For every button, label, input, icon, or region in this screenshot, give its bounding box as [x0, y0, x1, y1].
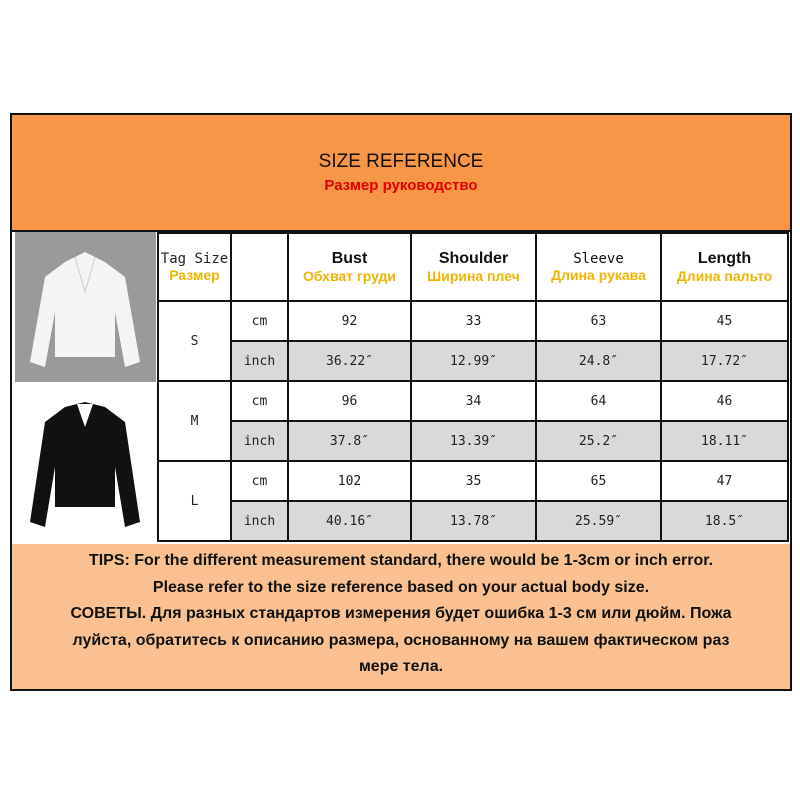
value-cm: 102 — [288, 461, 411, 501]
value-cm: 64 — [536, 381, 661, 421]
size-cell: L — [158, 461, 231, 541]
value-inch: 36.22″ — [288, 341, 411, 381]
col-sleeve: Sleeve — [573, 251, 624, 267]
value-inch: 40.16″ — [288, 501, 411, 541]
value-inch: 18.5″ — [661, 501, 788, 541]
tag-size-label-ru: Размер — [169, 267, 220, 283]
value-inch: 18.11″ — [661, 421, 788, 461]
value-inch: 37.8″ — [288, 421, 411, 461]
unit-inch: inch — [231, 341, 288, 381]
value-inch: 13.78″ — [411, 501, 536, 541]
unit-header — [231, 233, 288, 301]
table-header-row — [158, 233, 788, 301]
chart-subtitle: Размер руководство — [324, 177, 478, 194]
value-cm: 46 — [661, 381, 788, 421]
table-row-cm — [158, 461, 788, 501]
unit-cm: cm — [231, 301, 288, 341]
product-images — [12, 232, 157, 542]
tag-size-label: Tag Size — [160, 251, 229, 267]
table-row-inch — [158, 341, 788, 381]
table-row-inch — [158, 421, 788, 461]
tips-section — [12, 544, 790, 689]
chart-title: SIZE REFERENCE — [318, 151, 484, 172]
chart-header — [12, 115, 790, 232]
table-row-cm — [158, 301, 788, 341]
value-inch: 13.39″ — [411, 421, 536, 461]
value-cm: 92 — [288, 301, 411, 341]
black-blouse-image — [15, 387, 156, 537]
value-cm: 45 — [661, 301, 788, 341]
value-cm: 47 — [661, 461, 788, 501]
col-shoulder-ru: Ширина плеч — [427, 268, 520, 284]
size-cell: S — [158, 301, 231, 381]
value-cm: 63 — [536, 301, 661, 341]
value-cm: 33 — [411, 301, 536, 341]
col-shoulder: Shoulder — [438, 250, 509, 267]
col-length-ru: Длина пальто — [676, 268, 773, 284]
table-row-inch — [158, 501, 788, 541]
tips-line: СОВЕТЫ. Для разных стандартов измерения будет ошибка 1-3 см или дюйм. Пожа — [70, 605, 732, 622]
value-inch: 25.2″ — [536, 421, 661, 461]
unit-cm: cm — [231, 381, 288, 421]
col-sleeve-ru: Длина рукава — [551, 267, 646, 283]
value-cm: 65 — [536, 461, 661, 501]
tips-line: луйста, обратитесь к описанию размера, основанному на вашем фактическом раз — [72, 631, 730, 649]
col-length: Length — [697, 250, 752, 267]
value-inch: 12.99″ — [411, 341, 536, 381]
value-cm: 34 — [411, 381, 536, 421]
value-cm: 96 — [288, 381, 411, 421]
size-chart — [10, 113, 792, 691]
tips-line: мере тела. — [358, 658, 444, 675]
value-cm: 35 — [411, 461, 536, 501]
unit-cm: cm — [231, 461, 288, 501]
tips-line: TIPS: For the different measurement standard, there would be 1-3cm or inch error. — [88, 552, 714, 569]
value-inch: 17.72″ — [661, 341, 788, 381]
size-cell: M — [158, 381, 231, 461]
unit-inch: inch — [231, 421, 288, 461]
tips-line: Please refer to the size reference based on your actual body size. — [152, 578, 650, 596]
table-row-cm — [158, 381, 788, 421]
size-table — [157, 232, 789, 542]
col-bust: Bust — [331, 250, 368, 267]
unit-inch: inch — [231, 501, 288, 541]
col-bust-ru: Обхват груди — [302, 268, 397, 284]
value-inch: 24.8″ — [536, 341, 661, 381]
value-inch: 25.59″ — [536, 501, 661, 541]
white-blouse-image — [15, 232, 156, 382]
